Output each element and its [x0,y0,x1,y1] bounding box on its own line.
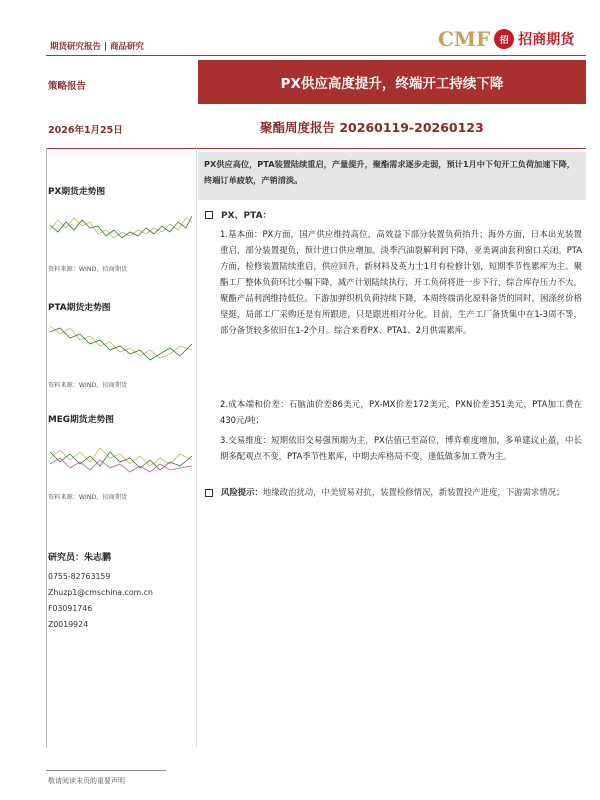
pta-chart-source: 资料来源：WIND，招商期货 [48,382,128,389]
px-chart-title: PX期货走势图 [48,187,106,197]
meg-chart [48,428,194,478]
px-chart [48,200,194,250]
risk-label: 风险提示： [221,487,263,497]
footer-disclaimer: 敬请阅读末页的重要声明 [48,777,125,785]
company-logo [438,26,574,52]
sidebar-border [46,148,47,748]
column-divider [196,148,197,748]
report-title: PX供应高度提升，终端开工持续下降 [280,76,504,92]
risk-text: 地缘政治扰动，中美贸易对抗，装置检修情况，新装置投产进度，下游需求情况； [262,487,565,497]
logo-mark-icon: 招 [494,29,514,49]
risk-warning [205,484,581,500]
square-bullet-icon [205,489,213,497]
pta-chart [48,316,194,366]
researcher-phone: 0755-82763159 [48,572,111,581]
subtitle-divider [46,148,586,149]
cost-spread-paragraph: 2.成本端和价差：石脑油价差86美元，PX-MX价差172美元，PXN价差351美元，PTA加工费在430元/吨； [220,399,582,425]
header-divider [46,55,586,56]
researcher-email[interactable]: Zhuzp1@cmschina.com.cn [48,588,153,597]
summary-box: PX供应高位，PTA装置陆续重启，产量提升，聚酯需求逐步走弱，预计1月中下旬开工负荷加速下降，终端订单疲软，产销清淡。 [198,152,586,200]
company-name: 招商期货 [518,32,575,48]
square-bullet-icon [205,211,213,219]
meg-chart-title: MEG期货走势图 [48,415,114,425]
title-band [198,60,586,104]
meg-chart-source: 资料来源：WIND，招商期货 [48,494,128,501]
pta-chart-title: PTA期货走势图 [48,303,111,313]
report-subtitle: 聚酯周度报告 20260119-20260123 [260,120,484,135]
researcher-license-2: Z0019924 [48,620,89,629]
researcher-license-1: F03091746 [48,604,93,613]
report-type-label: 策略报告 [48,81,87,92]
trading-paragraph: 3.交易维度：短期依旧交易强预期为主，PX估值已至高位，博弈难度增加，多单建议止盈，中长期多配观点不变，PTA季节性累库，中期去库格局不变，逢低做多加工费为主。 [220,435,582,461]
footer-divider [46,770,166,771]
breadcrumb: 期货研究报告 | 商品研究 [50,42,145,52]
researcher-name: 研究员：朱志鹏 [48,553,112,563]
report-date: 2026年1月25日 [48,125,123,136]
logo-text: CMF [438,27,491,51]
section-title: PX、PTA： [221,211,272,221]
px-chart-source: 资料来源：WIND，招商期货 [48,266,128,273]
fundamentals-paragraph: 1.基本面：PX方面，国产供应维持高位，高效益下部分装置负荷抬升；海外方面，日本出光装置重启，部分装置提负，预计进口供应增加。淡季汽油裂解利润下降，亚美调油套利窗口关闭。PTA方面，检修装置陆续重启，供应回升，新材料及英力士1月有检修计划，短期季节性累库为主。聚酯工厂整体负荷环比小幅下降，减产计划陆续执行，开工负荷将进一步下行，综合库存压力不大，聚酯产品利润维持低位。下游加弹织机负荷持续下降，本周终端消化原料备货的同时，困涤丝价格坚挺，局部工厂采购还是有所跟进，只是跟进相对分化。目前，生产工厂备货集中在1-3周不等，部分备货较多依旧在1-2个月。综合来看PX、PTA1、2月供需累库。 [220,229,582,335]
section-heading [205,208,272,221]
